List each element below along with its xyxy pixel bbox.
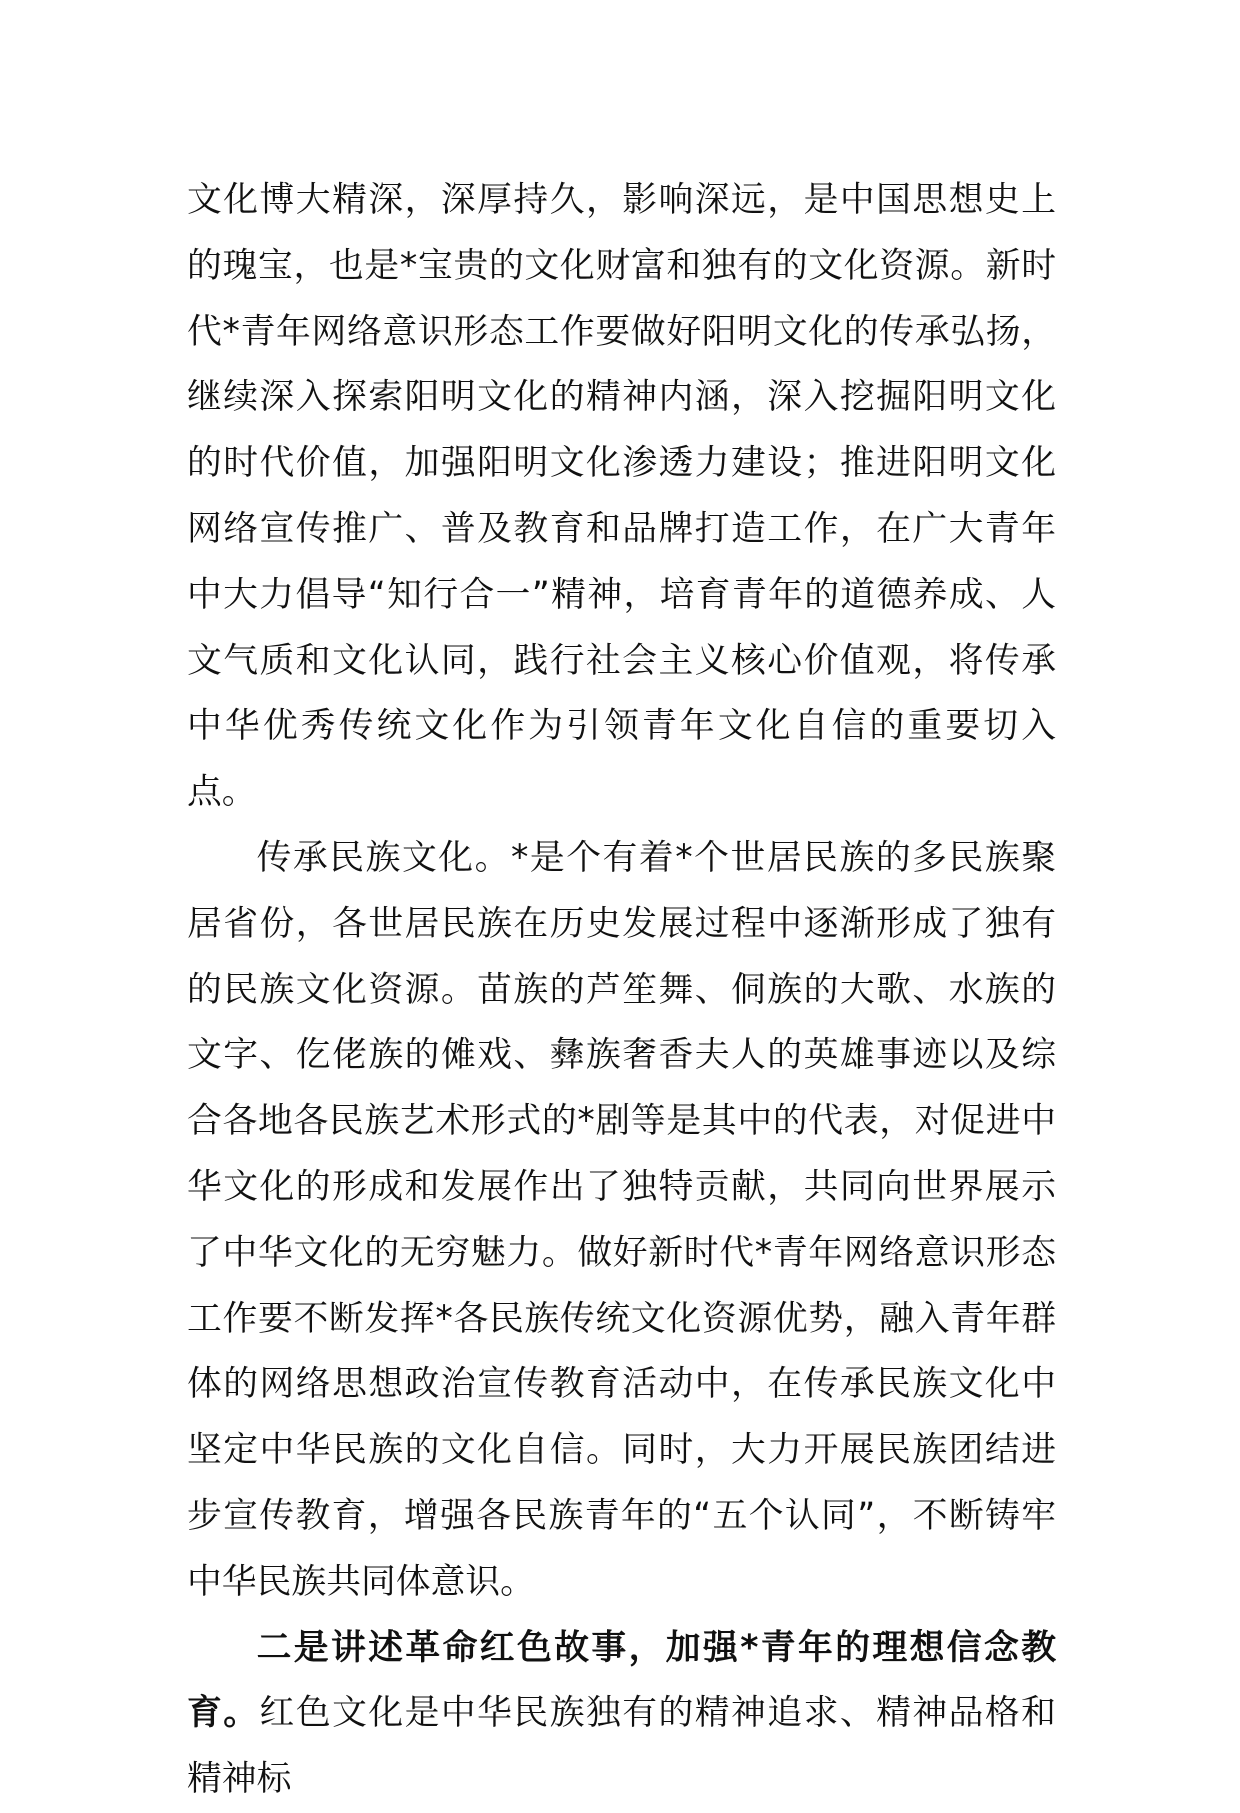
paragraph-continuation: 文化博大精深，深厚持久，影响深远，是中国思想史上的瑰宝，也是*宝贵的文化财富和独有的文化资源。新时代*青年网络意识形态工作要做好阳明文化的传承弘扬，继续深入探索阳明文化的精神内涵，深入挖掘阳明文化的时代价值，加强阳明文化渗透力建设；推进阳明文化网络宣传推广、普及教育和品牌打造工作，在广大青年中大力倡导“知行合一”精神，培育青年的道德养成、人文气质和文化认同，践行社会主义核心价值观，将传承中华优秀传统文化作为引领青年文化自信的重要切入点。 [187, 180, 1056, 813]
paragraph-red-culture [187, 1616, 1056, 1813]
paragraph-text: 红色文化是中华民族独有的精神追求、精神品格和精神标 [187, 1693, 1056, 1800]
section-heading: 二是讲述革命红色故事，加强*青年的理想信念教育。 [187, 1627, 1056, 1734]
body-text [187, 168, 1056, 1813]
paragraph-ethnic-culture: 传承民族文化。*是个有着*个世居民族的多民族聚居省份，各世居民族在历史发展过程中逐渐形成了独有的民族文化资源。苗族的芦笙舞、侗族的大歌、水族的文字、仡佬族的傩戏、彝族奢香夫人的英雄事迹以及综合各地各民族艺术形式的*剧等是其中的代表，对促进中华文化的形成和发展作出了独特贡献，共同向世界展示了中华文化的无穷魅力。做好新时代*青年网络意识形态工作要不断发挥*各民族传统文化资源优势，融入青年群体的网络思想政治宣传教育活动中，在传承民族文化中坚定中华民族的文化自信。同时，大力开展民族团结进步宣传教育，增强各民族青年的“五个认同”，不断铸牢中华民族共同体意识。 [187, 837, 1056, 1602]
